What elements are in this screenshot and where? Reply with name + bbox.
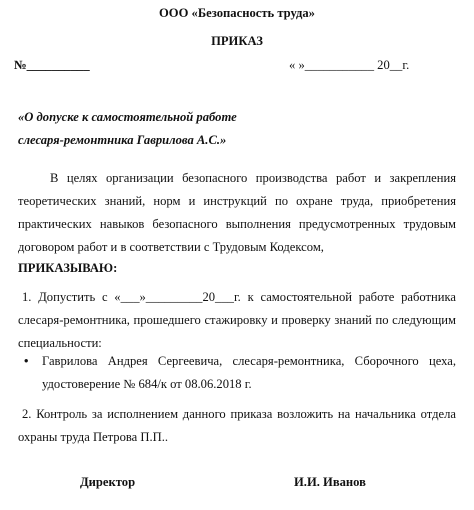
order-subject-line-2: слесаря-ремонтника Гаврилова А.С.»	[18, 133, 227, 147]
employee-entry-text: Гаврилова Андрея Сергеевича, слесаря-ремонтника, Сборочного цеха, удостоверение № 684/к от 08.06.2018 г.	[42, 354, 456, 391]
order-item-1: 1. Допустить с «___»_________20___г. к самостоятельной работе работника слесаря-ремонтника, прошедшего стажировку и проверку знаний по следующим специальности:	[18, 290, 456, 350]
signature-name: И.И. Иванов	[294, 475, 366, 489]
organization-name: ООО «Безопасность труда»	[159, 6, 315, 20]
signature-title: Директор	[80, 475, 136, 489]
order-date-line: « »___________ 20__г.	[289, 58, 410, 72]
order-subject-line-1: «О допуске к самостоятельной работе	[18, 110, 237, 124]
bullet-icon: •	[24, 354, 29, 368]
order-number-line: №__________	[14, 58, 90, 72]
order-item-2: 2. Контроль за исполнением данного приказа возложить на начальника отдела охраны труда Петрова П.П..	[18, 407, 456, 444]
order-subject	[18, 106, 237, 152]
order-heading: ПРИКАЗЫВАЮ:	[18, 261, 118, 275]
preamble-paragraph: В целях организации безопасного производства работ и закрепления теоретических знаний, норм и инструкций по охране труда, приобретения практических навыков безопасного выполнения предусмотренных трудовым договором работ и в соответствии с Трудовым Кодексом,	[18, 171, 456, 254]
document-title: ПРИКАЗ	[211, 34, 263, 48]
